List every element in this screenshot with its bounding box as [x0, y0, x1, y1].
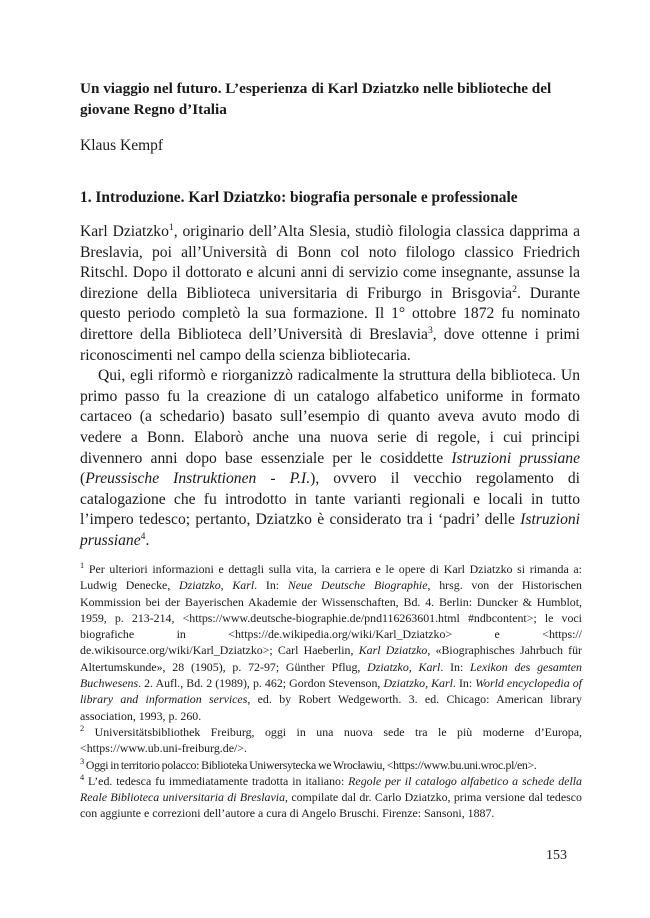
author-name: Klaus Kempf	[80, 137, 164, 154]
italic-title: Dziatzko, Karl	[367, 659, 441, 674]
footnote-number: 4	[80, 772, 85, 782]
footnote-4	[80, 773, 582, 822]
footnotes	[80, 561, 582, 822]
italic-title: Lexikon des gesamten Buchwesens	[80, 659, 582, 691]
text-run: . In:	[254, 578, 288, 593]
text-run: , compilate dal dr. Carlo Dziatzko, prima versione dal tedesco con aggiunte e correzioni dell’autore a cura di Angelo Bruschi. Firenze: Sansoni, 1887.	[80, 790, 582, 821]
text-run: ), ovvero il vecchio regolamento di catalogazione che fu introdotto in tante varianti regionali e locali in tutto l’impero tedesco; pertanto, Dziatzko è considerato tra i ‘padri’ delle	[80, 470, 580, 529]
text-run: . Durante questo periodo completò la sua formazione. Il 1° ottobre 1872 fu nominato direttore della Biblioteca dell’Università di Breslavia	[80, 284, 580, 343]
footnote-2	[80, 724, 582, 757]
italic-title: Regole per il catalogo alfabetico a schede della Reale Biblioteca universitaria di Breslavia	[80, 773, 582, 805]
text-run: Oggi in territorio polacco: Biblioteka Uniwersytecka we Wrocławiu, <https://www.bu.uni.wroc.pl/en>.	[83, 757, 537, 772]
footnote-ref-3[interactable]: 3	[427, 324, 433, 336]
text-run: (	[80, 470, 86, 488]
article-title: Un viaggio nel futuro. L’esperienza di Karl Dziatzko nelle biblioteche del giovane Regno d’Italia	[80, 80, 552, 118]
italic-title: Istruzioni prussiane	[80, 511, 580, 549]
text-run: , ed. by Robert Wedgeworth. 3. ed. Chicago: American library association, 1993, p. 260.	[80, 692, 582, 723]
paragraph-2	[80, 366, 580, 551]
text-run: L’ed. tedesca fu immediatamente tradotta in italiano:	[84, 773, 349, 788]
italic-title: Karl Dziatzko	[358, 643, 428, 658]
text-run: , dove ottenne i primi riconoscimenti nel campo della scienza bibliotecaria.	[80, 325, 580, 364]
footnote-ref-2[interactable]: 2	[512, 283, 517, 295]
text-run: .	[145, 531, 150, 549]
footnote-1	[80, 561, 582, 724]
italic-title: Neue Deutsche Biographie	[287, 578, 428, 593]
text-run: , originario dell’Alta Slesia, studiò filologia classica dapprima a Breslavia, poi all’Università di Bonn col noto filologo classico Friedrich Ritschl. Dopo il dottorato e alcuni anni di servizio come insegnante, assunse la direzione della Biblioteca universitaria di Friburgo in Brisgovia	[80, 223, 581, 302]
footnote-ref-4[interactable]: 4	[140, 530, 146, 542]
italic-title: Istruzioni prussiane	[451, 449, 580, 467]
footnote-number: 1	[80, 561, 85, 571]
italic-title: Dziatzko, Karl	[383, 676, 453, 691]
body-text	[80, 222, 580, 552]
paragraph-1	[80, 222, 580, 366]
text-run: Universitätsbibliothek Freiburg, oggi in una nuova sede tra le più moderne d’Europa, <https://www.ub.uni-freiburg.de/>.	[80, 724, 582, 756]
footnote-number: 3	[80, 756, 84, 766]
italic-title: Dziatzko, Karl	[179, 578, 255, 593]
text-run: . In:	[440, 659, 471, 674]
text-run: Qui, egli riformò e riorganizzò radicalmente la struttura della biblioteca. Un primo passo fu la creazione di un catalogo alfabetico uniforme in formato cartaceo (a schedario) basato sull’esempio di quanto aveva avuto modo di vedere a Bonn. Elaborò anche una nuova serie di regole, i cui principi divennero anni dopo base essenziale per le cosiddette	[80, 367, 580, 467]
text-run: , «Biographisches Jahrbuch für Altertumskunde», 28 (1905), p. 72-97; Günther Pflug,	[80, 643, 582, 674]
footnote-3	[80, 757, 582, 773]
text-run: Per ulteriori informazioni e dettagli sulla vita, la carriera e le opere di Karl Dziatzko si rimanda a: Ludwig Denecke,	[80, 562, 582, 593]
italic-title: World encyclopedia of library and information services	[80, 676, 582, 707]
section-heading: 1. Introduzione. Karl Dziatzko: biografia personale e professionale	[80, 189, 518, 206]
italic-title: Preussische Instruktionen - P.I.	[85, 470, 311, 488]
text-run: . 2. Aufl., Bd. 2 (1989), p. 462; Gordon Stevenson,	[138, 676, 384, 691]
footnote-number: 2	[80, 724, 85, 733]
page-number: 153	[546, 848, 567, 863]
text-run: . In:	[452, 676, 476, 691]
text-run: , hrsg. von der Historischen Kommission bei der Bayerischen Akademie der Wissenschaften, Bd. 4. Berlin: Duncker & Humblot, 1959, p. 213-214, <https://www.deutsche-biographie.de/pnd116263601.html #ndbcontent>; le voci biografiche in <https://de.wikipedia.org/wiki/Karl_Dziatzko> e <https:// de.wikisource.org/wiki/Karl_Dziatzko>; Carl Haeberlin,	[80, 578, 582, 658]
footnote-ref-1[interactable]: 1	[168, 221, 174, 233]
text-run: Karl Dziatzko	[80, 223, 169, 240]
